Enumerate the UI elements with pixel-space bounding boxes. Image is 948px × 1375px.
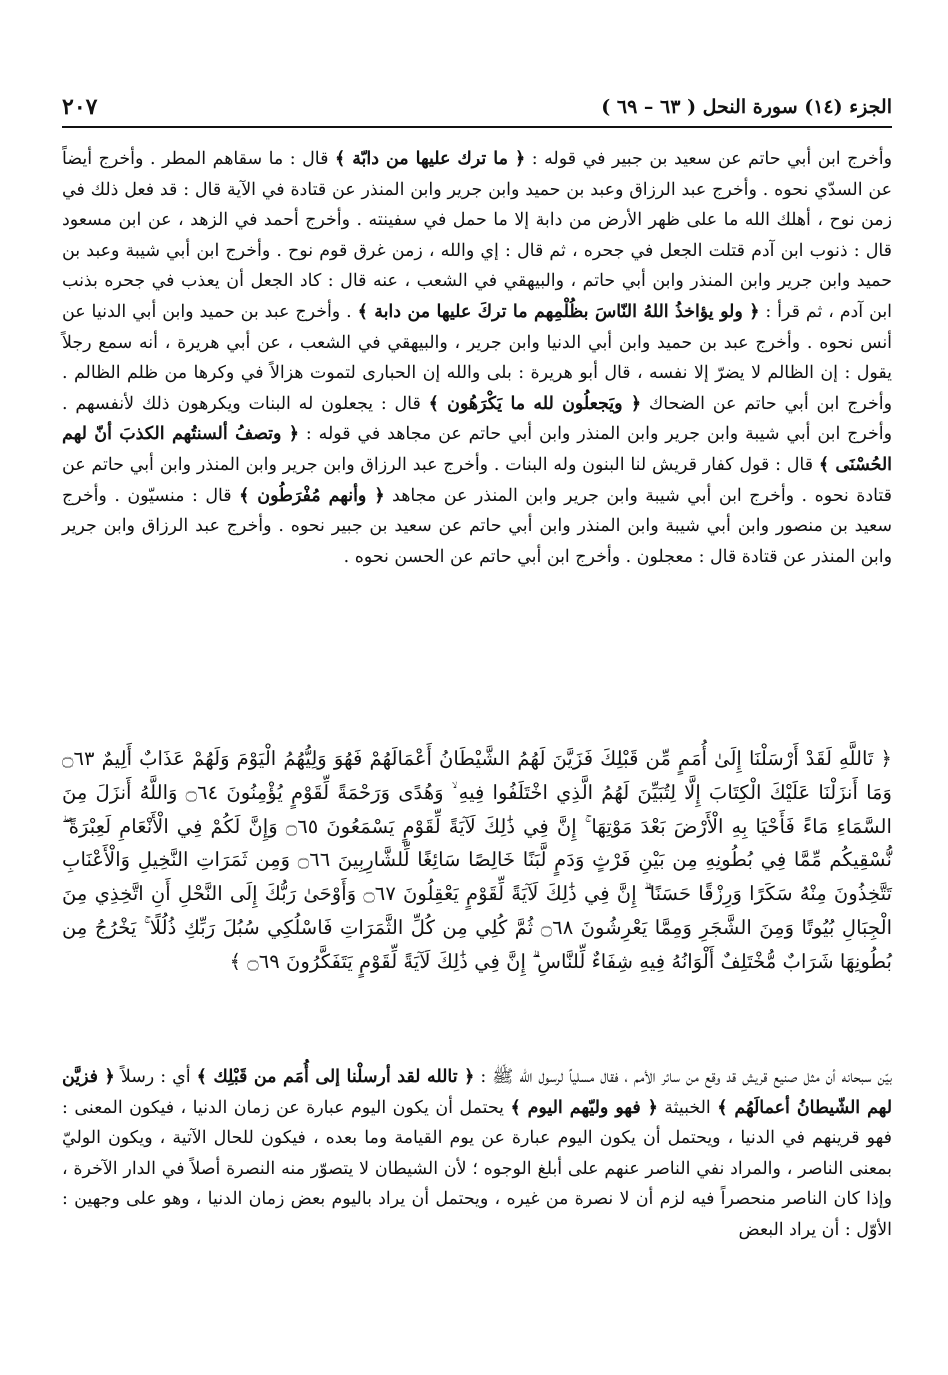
commentary-paragraph [62, 1062, 892, 1246]
text-run: وَمَا أَنزَلْنَا عَلَيْكَ الْكِتَابَ إِلَّا لِتُبَيِّنَ لَهُمُ الَّذِي اخْتَلَفُوا فِيهِ ۙ وَهُدًى وَرَحْمَةً لِّقَوْمٍ يُؤْمِنُونَ [226, 780, 892, 804]
text-run: ثُمَّ كُلِي مِن كُلِّ الثَّمَرَاتِ فَاسْلُكِي سُبُلَ رَبِّكِ ذُلُلًا ۚ يَخْرُجُ مِن بُطُونِهَا شَرَابٌ مُّخْتَلِفٌ أَلْوَانُهُ فِيهِ شِفَاءٌ لِّلنَّاسِ ۗ إِنَّ فِي ذَٰلِكَ لَآيَةً لِّقَوْمٍ يَتَفَكَّرُونَ [62, 915, 892, 973]
text-run: يحتمل أن يكون اليوم عبارة عن زمان الدنيا ، فيكون المعنى : فهو قرينهم في الدنيا ، ويحتمل أن يكون اليوم عبارة عن يوم القيامة وما بعده ، فيكون للحال الآتية ، ويكون الوليّ بمعنى الناصر ، والمراد نفي الناصر عنهم على أبلغ الوجوه ؛ لأن الشيطان لا يتصوّر منه النصرة أصلاً في الدار الآخرة ، وإذا كان الناصر منحصراً فيه لزم أن لا نصرة من غيره ، ويحتمل أن يراد باليوم بعض زمان الدنيا ، وهو على وجهين : الأوّل : أن يراد البعض [62, 1097, 892, 1240]
quoted-verse: ﴿ فزيَّن لهم الشّيطانُ أعمالَهُم ﴾ [62, 1067, 892, 1118]
text-run: بيّن سبحانه أن مثل صنيع قريش قد وقع من سائر الأمم ، فقال مسلياً لرسول الله ﷺ : [474, 1067, 892, 1087]
quran-verses [62, 742, 892, 979]
quoted-verse: ﴿ ولو يؤاخذُ اللهُ النّاسَ بظُلْمِهم ما تركَ عليها من دابة ﴾ [357, 301, 760, 322]
text-run: ۝٦٤ [177, 780, 227, 804]
text-run: ۝٦٦ [290, 848, 338, 872]
page-header [62, 92, 892, 126]
commentary [62, 1062, 892, 1246]
text-run: ۝٦٧ [356, 882, 404, 906]
book-page [62, 92, 892, 1362]
text-run: وَمِن ثَمَرَاتِ النَّخِيلِ وَالْأَعْنَابِ تَتَّخِذُونَ مِنْهُ سَكَرًا وَرِزْقًا حَسَنًا ۗ إِنَّ فِي ذَٰلِكَ لَآيَةً لِّقَوْمٍ يَعْقِلُونَ [62, 848, 893, 906]
narrations-paragraph [62, 144, 892, 572]
text-run: وَأَوْحَىٰ رَبُّكَ إِلَى النَّحْلِ أَنِ اتَّخِذِي مِنَ الْجِبَالِ بُيُوتًا وَمِنَ الشَّجَرِ وَمِمَّا يَعْرِشُونَ [62, 882, 893, 939]
verses-63-69 [62, 742, 892, 979]
text-run: ۝٦٥ [277, 814, 327, 838]
text-run: ۝٦٨ [533, 915, 581, 939]
tafsir-narrations [62, 144, 892, 572]
text-run: وَإِنَّ لَكُمْ فِي الْأَنْعَامِ لَعِبْرَةً ۖ نُّسْقِيكُم مِّمَّا فِي بُطُونِهِ مِن بَيْنِ فَرْثٍ وَدَمٍ لَّبَنًا خَالِصًا سَائِغًا لِّلشَّارِبِينَ [62, 814, 892, 872]
quoted-verse: ﴿ وتصفُ ألسنتُهم الكذبَ أنّ لهم الحُسْنَى ﴾ [62, 424, 892, 475]
text-run: قال : قول كفار قريش لنا البنون وله البنات . وأخرج عبد الرزاق وابن جرير وابن المنذر وابن أبي حاتم عن قتادة نحوه . وأخرج ابن أبي شيبة وابن جرير وابن المنذر عن مجاهد [62, 454, 892, 506]
quoted-verse: ﴿ وأنهم مُفْرَطُون ﴾ [239, 485, 385, 506]
running-title: الجزء (١٤) سورة النحل ( ٦٣ – ٦٩ ) [601, 96, 892, 118]
text-run: قال : ما سقاهم المطر . وأخرج أيضاً عن السدّي نحوه . وأخرج عبد الرزاق وعبد بن حميد وابن جرير وابن المنذر عن قتادة في الآية قال : قد فعل ذلك في زمن نوح ، أهلك الله ما على ظهر الأرض من دابة إلا ما حمل في سفينته . وأخرج أحمد في الزهد ، عن ابن مسعود قال : ذنوب ابن آدم قتلت الجعل في جحره ، ثم قال : إي والله ، زمن غرق قوم نوح . وأخرج ابن أبي شيبة وعبد بن حميد وابن جرير وابن المنذر وابن أبي حاتم ، والبيهقي في الشعب ، عنه قال : كاد الجعل أن يعذب في جحره بذنب ابن آدم ، ثم قرأ : [62, 149, 892, 322]
text-run: وَاللَّهُ أَنزَلَ مِنَ السَّمَاءِ مَاءً فَأَحْيَا بِهِ الْأَرْضَ بَعْدَ مَوْتِهَا ۚ إِنَّ فِي ذَٰلِكَ لَآيَةً لِّقَوْمٍ يَسْمَعُونَ [62, 780, 892, 838]
text-run: أي : رسلاً [114, 1067, 197, 1087]
quoted-verse: ﴿ فهو وليّهم اليوم ﴾ [510, 1097, 658, 1118]
text-run: الخبيثة [657, 1097, 718, 1118]
quoted-verse: ﴿ ما ترك عليها من دابّة ﴾ [334, 149, 526, 169]
text-run: قال : منسيّون . وأخرج سعيد بن منصور وابن أبي شيبة وابن المنذر وابن أبي حاتم عن سعيد بن جبير نحوه . وأخرج عبد الرزاق وابن جرير وابن المنذر عن قتادة قال : معجلون . وأخرج ابن أبي حاتم عن الحسن نحوه . [62, 485, 892, 567]
header-rule [62, 126, 892, 128]
text-run: وأخرج ابن أبي حاتم عن سعيد بن جبير في قوله : [525, 149, 892, 169]
quoted-verse: ﴿ ويَجعلُون لله ما يَكْرَهُون ﴾ [428, 393, 642, 414]
text-run: ۝٦٣ [62, 747, 102, 770]
text-run: تَاللَّهِ لَقَدْ أَرْسَلْنَا إِلَىٰ أُمَمٍ مِّن قَبْلِكَ فَزَيَّنَ لَهُمُ الشَّيْطَانُ أَعْمَالَهُمْ فَهُوَ وَلِيُّهُمُ الْيَوْمَ وَلَهُمْ عَذَابٌ أَلِيمٌ [101, 747, 874, 770]
quoted-verse: ﴿ تالله لقد أرسلْنا إلى أُمَم من قَبْلِك ﴾ [196, 1067, 475, 1087]
page-number: ٢٠٧ [62, 94, 98, 120]
text-run: ۝٦٩ ﴾ [229, 949, 287, 973]
text-run: ﴿ [873, 747, 892, 770]
text-run: . وأخرج عبد بن حميد وابن أبي الدنيا عن أنس نحوه . وأخرج عبد بن حميد وابن أبي الدنيا وابن جرير ، والبيهقي في الشعب ، عن أبي هريرة ، أنه سمع رجلاً يقول : إن الظالم لا يضرّ إلا نفسه ، قال أبو هريرة : بلى والله إن الحبارى لتموت هزالاً في وكرها من ظلم الظالم . وأخرج ابن أبي حاتم عن الضحاك [62, 301, 892, 414]
text-run: قال : يجعلون له البنات ويكرهون ذلك لأنفسهم . وأخرج ابن أبي شيبة وابن جرير وابن المنذر وابن أبي حاتم عن مجاهد في قوله : [62, 393, 892, 445]
